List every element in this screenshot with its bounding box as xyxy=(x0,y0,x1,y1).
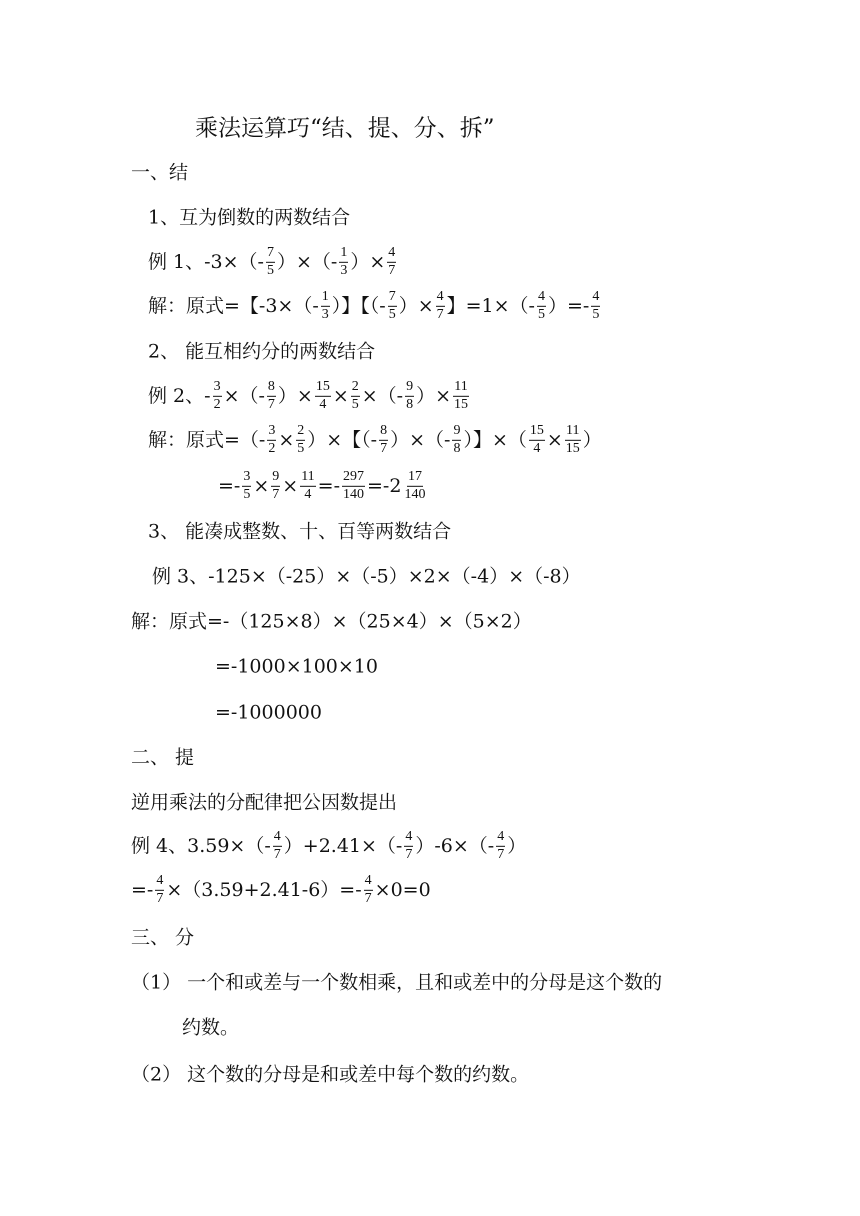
fraction xyxy=(339,246,348,278)
text-segment: 例 4、3.59×（- xyxy=(131,834,271,857)
fraction xyxy=(537,290,546,322)
fraction-denominator: 7 xyxy=(497,846,505,862)
fraction-denominator: 2 xyxy=(268,440,276,456)
fraction-numerator: 11 xyxy=(300,470,315,487)
text-segment: 例 2、- xyxy=(148,384,211,407)
text-segment: ）×【（- xyxy=(307,428,378,451)
fraction xyxy=(273,830,282,862)
text-segment: 解：原式=-（125×8）×（25×4）×（5×2） xyxy=(131,610,532,633)
text-segment: ）=- xyxy=(547,294,590,317)
line-p3b xyxy=(182,1016,240,1039)
text-segment: 例 3、-125×（-25）×（-5）×2×（-4）×（-8） xyxy=(152,565,581,588)
fraction-numerator: 4 xyxy=(404,830,413,847)
text-segment: 解：原式=（- xyxy=(148,428,266,451)
fraction-numerator: 2 xyxy=(296,424,305,441)
line-s1 xyxy=(148,206,351,229)
fraction-denominator: 7 xyxy=(388,262,396,278)
text-segment: ）× xyxy=(350,250,386,273)
text-segment: ）×（- xyxy=(390,428,451,451)
text-segment: ）×（- xyxy=(276,250,338,273)
line-h2 xyxy=(131,746,195,769)
fraction-numerator: 3 xyxy=(213,380,222,397)
fraction-numerator: 4 xyxy=(155,874,164,891)
fraction-denominator: 7 xyxy=(272,486,280,502)
text-segment: =-1000×100×10 xyxy=(215,655,378,678)
text-segment: ）+2.41×（- xyxy=(283,834,403,857)
fraction xyxy=(565,424,581,456)
page-title xyxy=(195,115,495,142)
fraction-denominator: 5 xyxy=(243,486,251,502)
fraction-denominator: 3 xyxy=(321,306,329,322)
fraction xyxy=(267,424,276,456)
fraction xyxy=(387,246,396,278)
text-segment: =- xyxy=(218,474,241,497)
text-segment: 2、 能互相约分的两数结合 xyxy=(148,340,376,363)
text-segment: × xyxy=(278,428,295,451)
fraction-numerator: 4 xyxy=(364,874,373,891)
text-segment: 解：原式=【-3×（- xyxy=(148,294,319,317)
fraction-numerator: 1 xyxy=(339,246,348,263)
fraction-denominator: 7 xyxy=(380,440,388,456)
fraction xyxy=(496,830,505,862)
fraction-numerator: 11 xyxy=(565,424,580,441)
text-segment: ）-6×（- xyxy=(415,834,495,857)
fraction-denominator: 5 xyxy=(592,306,600,322)
text-segment: 3、 能凑成整数、十、百等两数结合 xyxy=(148,520,452,543)
text-segment: （2） 这个数的分母是和或差中每个数的约数。 xyxy=(131,1063,530,1086)
fraction-denominator: 140 xyxy=(404,486,426,502)
text-segment: ×（- xyxy=(223,384,265,407)
text-segment: 1、互为倒数的两数结合 xyxy=(148,206,351,229)
fraction xyxy=(266,246,275,278)
fraction xyxy=(213,380,222,412)
fraction-numerator: 3 xyxy=(267,424,276,441)
line-sol3b xyxy=(215,655,378,678)
fraction-numerator: 4 xyxy=(273,830,282,847)
text-segment: × xyxy=(253,474,270,497)
text-segment: × xyxy=(546,428,563,451)
line-ex2 xyxy=(148,380,471,412)
text-segment: 例 1、-3×（- xyxy=(148,250,264,273)
fraction-denominator: 7 xyxy=(156,890,164,906)
line-h3 xyxy=(131,926,195,949)
fraction-numerator: 1 xyxy=(321,290,330,307)
fraction xyxy=(300,470,315,502)
fraction-numerator: 4 xyxy=(436,290,445,307)
fraction-denominator: 5 xyxy=(351,396,359,412)
fraction-denominator: 7 xyxy=(436,306,444,322)
line-sol3c xyxy=(215,701,322,724)
text-segment: ）× xyxy=(398,294,434,317)
fraction-denominator: 140 xyxy=(343,486,365,502)
fraction xyxy=(342,470,365,502)
fraction-numerator: 15 xyxy=(315,380,331,397)
text-segment: 约数。 xyxy=(182,1016,240,1039)
text-segment: =- xyxy=(317,474,341,497)
fraction xyxy=(405,380,414,412)
line-s3 xyxy=(148,520,452,543)
fraction-denominator: 5 xyxy=(388,306,396,322)
line-ex3 xyxy=(152,565,581,588)
fraction-numerator: 4 xyxy=(496,830,505,847)
fraction xyxy=(242,470,251,502)
line-sol3a xyxy=(131,610,532,633)
fraction xyxy=(591,290,600,322)
fraction xyxy=(388,290,397,322)
fraction xyxy=(351,380,360,412)
fraction-numerator: 17 xyxy=(407,470,423,487)
text-segment: 二、 提 xyxy=(131,746,195,769)
text-segment: × xyxy=(332,384,349,407)
fraction-denominator: 5 xyxy=(537,306,545,322)
fraction-denominator: 2 xyxy=(213,396,221,412)
fraction-numerator: 9 xyxy=(452,424,461,441)
fraction-denominator: 8 xyxy=(453,440,461,456)
fraction xyxy=(364,874,373,906)
line-p2 xyxy=(131,791,398,814)
fraction-numerator: 4 xyxy=(537,290,546,307)
text-segment: ×（3.59+2.41-6）=- xyxy=(166,878,362,901)
fraction-numerator: 2 xyxy=(351,380,360,397)
text-segment: 】=1×（- xyxy=(446,294,535,317)
line-p3a xyxy=(131,971,663,994)
text-segment: 一、结 xyxy=(131,161,189,184)
fraction-numerator: 297 xyxy=(342,470,365,487)
fraction-denominator: 5 xyxy=(297,440,305,456)
fraction-denominator: 8 xyxy=(406,396,414,412)
text-segment: ）】【（- xyxy=(331,294,386,317)
text-segment: 三、 分 xyxy=(131,926,195,949)
fraction xyxy=(267,380,276,412)
text-segment: ）× xyxy=(277,384,313,407)
fraction xyxy=(296,424,305,456)
text-segment: ） xyxy=(507,834,527,857)
fraction xyxy=(529,424,545,456)
text-segment: ）× xyxy=(416,384,452,407)
fraction-numerator: 7 xyxy=(266,246,275,263)
text-segment: ×0=0 xyxy=(374,878,431,901)
fraction-denominator: 3 xyxy=(340,262,348,278)
fraction-denominator: 15 xyxy=(454,396,469,412)
text-segment: ×（- xyxy=(361,384,404,407)
line-p3c xyxy=(131,1063,530,1086)
line-s2 xyxy=(148,340,376,363)
page-title-text: 乘法运算巧“结、提、分、拆” xyxy=(195,115,495,142)
fraction xyxy=(271,470,280,502)
fraction-denominator: 7 xyxy=(267,396,275,412)
fraction-numerator: 4 xyxy=(387,246,396,263)
fraction-numerator: 3 xyxy=(242,470,251,487)
fraction-denominator: 5 xyxy=(266,262,274,278)
fraction-denominator: 4 xyxy=(533,440,541,456)
fraction xyxy=(315,380,331,412)
line-sol1 xyxy=(148,290,602,322)
fraction xyxy=(453,380,469,412)
fraction-denominator: 7 xyxy=(364,890,372,906)
fraction xyxy=(436,290,445,322)
fraction-numerator: 9 xyxy=(271,470,280,487)
fraction xyxy=(321,290,330,322)
fraction-denominator: 7 xyxy=(405,846,413,862)
line-sol2a xyxy=(148,424,602,456)
fraction-denominator: 4 xyxy=(319,396,327,412)
text-segment: =-1000000 xyxy=(215,701,322,724)
fraction-numerator: 9 xyxy=(405,380,414,397)
fraction-numerator: 11 xyxy=(453,380,468,397)
fraction-numerator: 8 xyxy=(379,424,388,441)
fraction-numerator: 8 xyxy=(267,380,276,397)
text-segment: =-2 xyxy=(367,474,402,497)
fraction-denominator: 4 xyxy=(304,486,312,502)
fraction xyxy=(155,874,164,906)
text-segment: ） xyxy=(582,428,602,451)
fraction-denominator: 7 xyxy=(273,846,281,862)
line-ex1 xyxy=(148,246,398,278)
fraction-numerator: 7 xyxy=(388,290,397,307)
fraction xyxy=(452,424,461,456)
text-segment: × xyxy=(282,474,299,497)
fraction xyxy=(404,830,413,862)
line-sol2b xyxy=(218,470,428,502)
fraction-denominator: 15 xyxy=(565,440,580,456)
fraction xyxy=(403,470,426,502)
fraction-numerator: 4 xyxy=(591,290,600,307)
fraction-numerator: 15 xyxy=(529,424,545,441)
line-ex4 xyxy=(131,830,526,862)
text-segment: =- xyxy=(131,878,154,901)
fraction xyxy=(379,424,388,456)
text-segment: ）】×（ xyxy=(463,428,527,451)
line-h1 xyxy=(131,161,189,184)
text-segment: （1） 一个和或差与一个数相乘，且和或差中的分母是这个数的 xyxy=(131,971,663,994)
text-segment: 逆用乘法的分配律把公因数提出 xyxy=(131,791,398,814)
line-sol4 xyxy=(131,874,431,906)
